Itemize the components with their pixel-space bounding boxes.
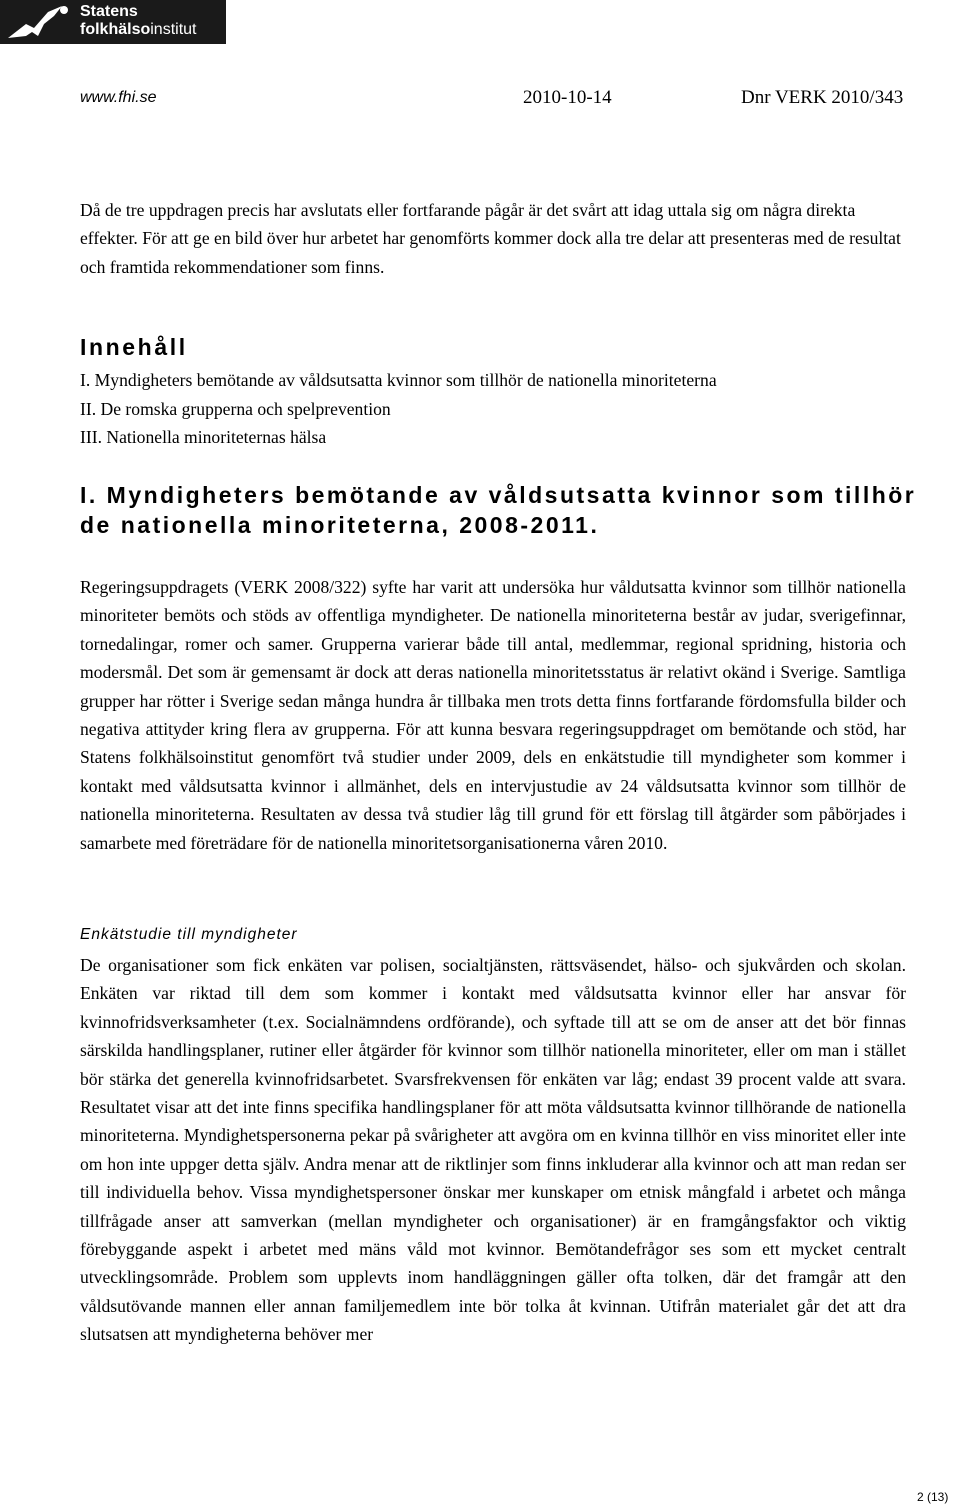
section-heading: I. Myndigheters bemötande av våldsutsatta kvinnor som tillhör de nationella minoriteterna, 2008-2011. [80, 482, 917, 538]
logo-line-2 [80, 21, 196, 39]
subsection-paragraph: De organisationer som fick enkäten var polisen, socialtjänsten, rättsväsendet, hälso- och sjukvården och skolan. Enkäten var riktad till dem som kommer i kontakt med våldsutsatta kvinnor eller har ansvar för kvinnofridsverksamheter (t.ex. Socialnämndens ordförande), och syftade till att se om de anser att det bör finnas särskilda handlingsplaner, rutiner eller åtgärder för kvinnor som tillhör nationella minoriteter, eller om man i stället bör stärka det generella kvinnofridsarbetet. Svarsfrekvensen för enkäten var låg; endast 39 procent valde att svara. Resultatet visar att det inte finns specifika handlingsplaner för att möta våldsutsatta kvinnor tillhörande de nationella minoriteterna. Myndighetspersonerna pekar på svårigheter att avgöra om en kvinna tillhör en viss minoritet eller inte om hon inte uppger detta själv. Andra menar att de riktlinjer som finns inkluderar alla kvinnor och att man redan ser till individuella behov. Vissa myndighetspersoner önskar mer kunskaper om etnisk mångfald i arbetet och många tillfrågade anser att samverkan (mellan myndigheter och organisationer) är en framgångsfaktor och viktig förebyggande aspekt i arbetet med mäns våld mot kvinnor. Bemötandefrågor ses som ett mycket centralt utvecklingsområde. Problem som upplevts inom handläggningen gäller ofta tolken, där det framgår att den våldsutövande mannen eller annan familjemedlem inte bör tolka åt kvinnan. Utifrån materialet går det att dra slutsatsen att myndigheterna behöver mer [80, 955, 906, 1345]
toc-title: Innehåll [80, 334, 188, 360]
running-figure-icon [4, 2, 74, 42]
logo-line-1: Statens [80, 3, 138, 20]
header-dnr: Dnr VERK 2010/343 [741, 87, 904, 108]
logo-line-2-light: institut [150, 21, 197, 38]
logo [0, 0, 226, 44]
section-paragraph: Regeringsuppdragets (VERK 2008/322) syfte har varit att undersöka hur våldutsatta kvinnor som tillhör nationella minoriteter bemöts och stöds av offentliga myndigheter. De nationella minoriteterna består av judar, sverigefinnar, tornedalingar, romer och samer. Grupperna varierar både till antal, medlemmar, regional spridning, historia och modersmål. Det som är gemensamt är dock att deras nationella minoritetsstatus är relativt okänd i Sverige. Samtliga grupper har rötter i Sverige sedan många hundra år tillbaka men trots detta finns fortfarande fördomsfulla bilder och negativa attityder kring flera av grupperna. För att kunna besvara regeringsuppdraget om bemötande och stöd, har Statens folkhälsoinstitut genomfört två studier under 2009, dels en enkätstudie till myndigheter som kommer i kontakt med våldsutsatta kvinnor i allmänhet, dels en intervjustudie av 24 våldsutsatta kvinnor som tillhör de nationella minoriteterna. Resultaten av dessa två studier låg till grund för ett förslag till åtgärder som påbörjades i samarbete med företrädare för de nationella minoritetsorganisationerna våren 2010. [80, 577, 906, 853]
subsection-heading: Enkätstudie till myndigheter [80, 926, 298, 943]
table-of-contents [80, 366, 717, 452]
intro-paragraph: Då de tre uppdragen precis har avslutats eller fortfarande pågår är det svårt att idag uttala sig om några direkta effekter. För att ge en bild över hur arbetet har genomförts kommer dock alla tre delar att presenteras med de resultat och framtida rekommendationer som finns. [80, 200, 901, 277]
header-date: 2010-10-14 [523, 87, 612, 108]
toc-item: II. De romska grupperna och spelprevention [80, 398, 391, 419]
page-number: 2 (13) [917, 1490, 949, 1504]
header-site-link[interactable]: www.fhi.se [80, 89, 157, 106]
toc-item: III. Nationella minoriteternas hälsa [80, 427, 327, 448]
logo-line-2-bold: folkhälso [80, 21, 151, 38]
toc-item: I. Myndigheters bemötande av våldsutsatta kvinnor som tillhör de nationella minoriteterna [80, 370, 717, 390]
